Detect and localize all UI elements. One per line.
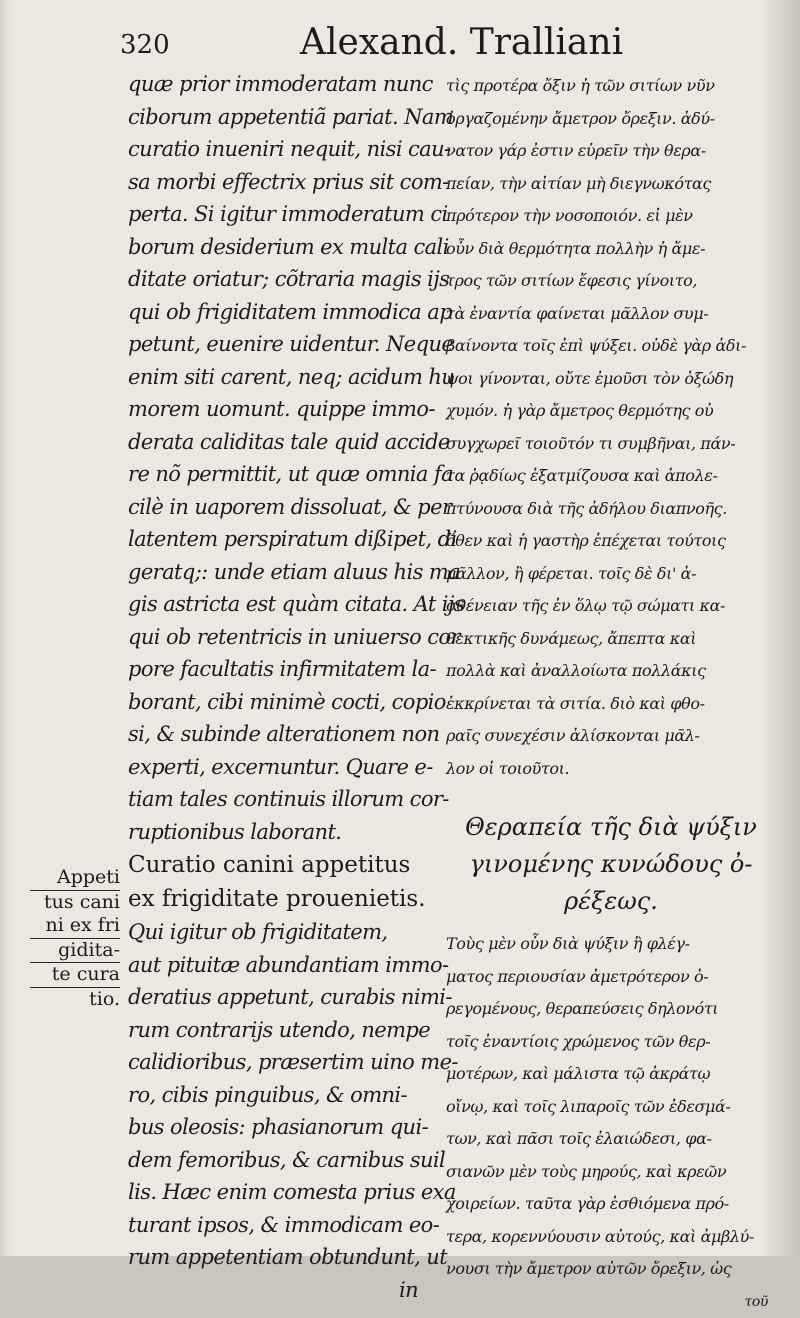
greek-catchword: τοῦ: [446, 1286, 776, 1318]
latin-line: sa morbi effectrix prius sit com-: [128, 166, 428, 199]
latin-line: borum desiderium ex multa cali: [128, 231, 428, 264]
latin-line: pore facultatis infirmitatem la-: [128, 653, 428, 686]
latin-line: ro, cibis pinguibus, & omni-: [128, 1079, 428, 1112]
running-title: Alexand. Tralliani: [300, 22, 623, 63]
greek-line: λον οἱ τοιοῦτοι.: [446, 753, 776, 786]
latin-line: ciborum appetentiã pariat. Nam: [128, 101, 428, 134]
greek-line: τὰ ἐναντία φαίνεται μᾶλλον συμ-: [446, 298, 776, 331]
greek-line: σιανῶν μὲν τοὺς μηρούς, καὶ κρεῶν: [446, 1156, 776, 1189]
greek-line: νατον γάρ ἐστιν εὑρεῖν τὴν θερα-: [446, 135, 776, 168]
margin-note-line: tio.: [30, 988, 120, 1012]
greek-section-heading: ρέξεως.: [446, 883, 776, 920]
latin-line: quæ prior immoderatam nunc: [128, 68, 428, 101]
latin-line: latentem perspiratum dißipet, di: [128, 523, 428, 556]
heading-spacer: [446, 785, 776, 809]
latin-line: turant ipsos, & immodicam eo-: [128, 1209, 428, 1242]
margin-note-line: Appeti: [30, 866, 120, 891]
latin-line: geratq;: unde etiam aluus his ma: [128, 556, 428, 589]
margin-note-line: ni ex fri: [30, 914, 120, 939]
latin-line: ruptionibus laborant.: [128, 816, 428, 849]
greek-line: ὅθεν καὶ ἡ γαστὴρ ἐπέχεται τούτοις: [446, 525, 776, 558]
margin-note-line: te cura: [30, 963, 120, 988]
latin-line: gis astricta est quàm citata. At ijs: [128, 588, 428, 621]
latin-line: petunt, euenire uidentur. Neque: [128, 328, 428, 361]
greek-line: χυμόν. ἡ γὰρ ἄμετρος θερμότης οὐ: [446, 395, 776, 428]
greek-line: ρεγομένους, θεραπεύσεις δηλονότι: [446, 993, 776, 1026]
greek-line: τὶς προτέρα ὄξιν ἡ τῶν σιτίων νῦν: [446, 70, 776, 103]
latin-line: re nõ permittit, ut quæ omnia fa: [128, 458, 428, 491]
latin-line: experti, excernuntur. Quare e-: [128, 751, 428, 784]
greek-section-heading: γινομένης κυνώδους ὀ-: [446, 846, 776, 883]
margin-note-line: tus cani: [30, 891, 120, 915]
greek-column: [446, 70, 776, 1318]
greek-line: ὀργαζομένην ἄμετρον ὄρεξιν. ἀδύ-: [446, 103, 776, 136]
greek-line: χοιρείων. ταῦτα γὰρ ἐσθιόμενα πρό-: [446, 1188, 776, 1221]
latin-line: calidioribus, præsertim uino me-: [128, 1046, 428, 1079]
latin-catchword: in: [128, 1274, 428, 1307]
margin-note-line: gidita-: [30, 939, 120, 964]
latin-column: [128, 68, 428, 1306]
greek-line: τερα, κορεννύουσιν αὐτούς, καὶ ἀμβλύ-: [446, 1221, 776, 1254]
latin-line: enim siti carent, neq; acidum hu: [128, 361, 428, 394]
greek-line: συγχωρεῖ τοιοῦτόν τι συμβῆναι, πάν-: [446, 428, 776, 461]
greek-line: τρος τῶν σιτίων ἔφεσις γίνοιτο,: [446, 265, 776, 298]
greek-line: ραῖς συνεχέσιν ἁλίσκονται μᾶλ-: [446, 720, 776, 753]
latin-line: ditate oriatur; cõtraria magis ijs: [128, 263, 428, 296]
greek-line: βαίνοντα τοῖς ἐπὶ ψύξει. οὐδὲ γὰρ ἀδι-: [446, 330, 776, 363]
latin-line: perta. Si igitur immoderatum ci: [128, 198, 428, 231]
latin-line: curatio inueniri nequit, nisi cau-: [128, 133, 428, 166]
greek-line: θεκτικῆς δυνάμεως, ἄπεπτα καὶ: [446, 623, 776, 656]
latin-line: morem uomunt. quippe immo-: [128, 393, 428, 426]
latin-line: Qui igitur ob frigiditatem,: [128, 916, 428, 949]
latin-line: qui ob retentricis in uniuerso cor: [128, 621, 428, 654]
latin-line: rum contrarijs utendo, nempe: [128, 1014, 428, 1047]
margin-note: [30, 866, 120, 1011]
greek-line: πτύνουσα διὰ τῆς ἀδήλου διαπνοῆς.: [446, 493, 776, 526]
latin-line: lis. Hæc enim comesta prius exa: [128, 1176, 428, 1209]
latin-line: dem femoribus, & carnibus suil: [128, 1144, 428, 1177]
latin-section-heading: ex frigiditate prouenietis.: [128, 882, 428, 916]
greek-line: πείαν, τὴν αἰτίαν μὴ διεγνωκότας: [446, 168, 776, 201]
greek-line: πολλὰ καὶ ἀναλλοίωτα πολλάκις: [446, 655, 776, 688]
latin-line: deratius appetunt, curabis nimi-: [128, 981, 428, 1014]
greek-line: μᾶλλον, ἢ φέρεται. τοῖς δὲ δι' ἀ-: [446, 558, 776, 591]
heading-spacer: [446, 920, 776, 928]
greek-line: ψοι γίνονται, οὔτε ἐμοῦσι τὸν ὀξώδη: [446, 363, 776, 396]
latin-line: aut pituitæ abundantiam immo-: [128, 949, 428, 982]
latin-section-heading: Curatio canini appetitus: [128, 848, 428, 882]
greek-line: των, καὶ πᾶσι τοῖς ἐλαιώδεσι, φα-: [446, 1123, 776, 1156]
latin-line: bus oleosis: phasianorum qui-: [128, 1111, 428, 1144]
greek-line: πρότερον τὴν νοσοποιόν. εἰ μὲν: [446, 200, 776, 233]
greek-line: οὖν διὰ θερμότητα πολλὴν ἡ ἄμε-: [446, 233, 776, 266]
greek-line: νουσι τὴν ἄμετρον αὐτῶν ὄρεξιν, ὡς: [446, 1253, 776, 1286]
greek-line: τοῖς ἐναντίοις χρώμενος τῶν θερ-: [446, 1026, 776, 1059]
greek-line: μοτέρων, καὶ μάλιστα τῷ ἀκράτῳ: [446, 1058, 776, 1091]
greek-line: ματος περιουσίαν ἀμετρότερον ὀ-: [446, 961, 776, 994]
greek-line: τα ῥᾳδίως ἐξατμίζουσα καὶ ἀπολε-: [446, 460, 776, 493]
latin-line: tiam tales continuis illorum cor-: [128, 783, 428, 816]
greek-section-heading: Θεραπεία τῆς διὰ ψύξιν: [446, 809, 776, 846]
page-number: 320: [120, 30, 170, 60]
latin-line: qui ob frigiditatem immodica ap: [128, 296, 428, 329]
greek-line: οἴνῳ, καὶ τοῖς λιπαροῖς τῶν ἐδεσμά-: [446, 1091, 776, 1124]
latin-line: borant, cibi minimè cocti, copio: [128, 686, 428, 719]
latin-line: derata caliditas tale quid accide: [128, 426, 428, 459]
greek-line: σθένειαν τῆς ἐν ὅλῳ τῷ σώματι κα-: [446, 590, 776, 623]
page-left-edge: [0, 0, 12, 1256]
latin-line: rum appetentiam obtundunt, ut: [128, 1241, 428, 1274]
greek-line: Τοὺς μὲν οὖν διὰ ψύξιν ἢ φλέγ-: [446, 928, 776, 961]
greek-line: ἐκκρίνεται τὰ σιτία. διὸ καὶ φθο-: [446, 688, 776, 721]
latin-line: cilè in uaporem dissoluat, & per: [128, 491, 428, 524]
latin-line: si, & subinde alterationem non: [128, 718, 428, 751]
